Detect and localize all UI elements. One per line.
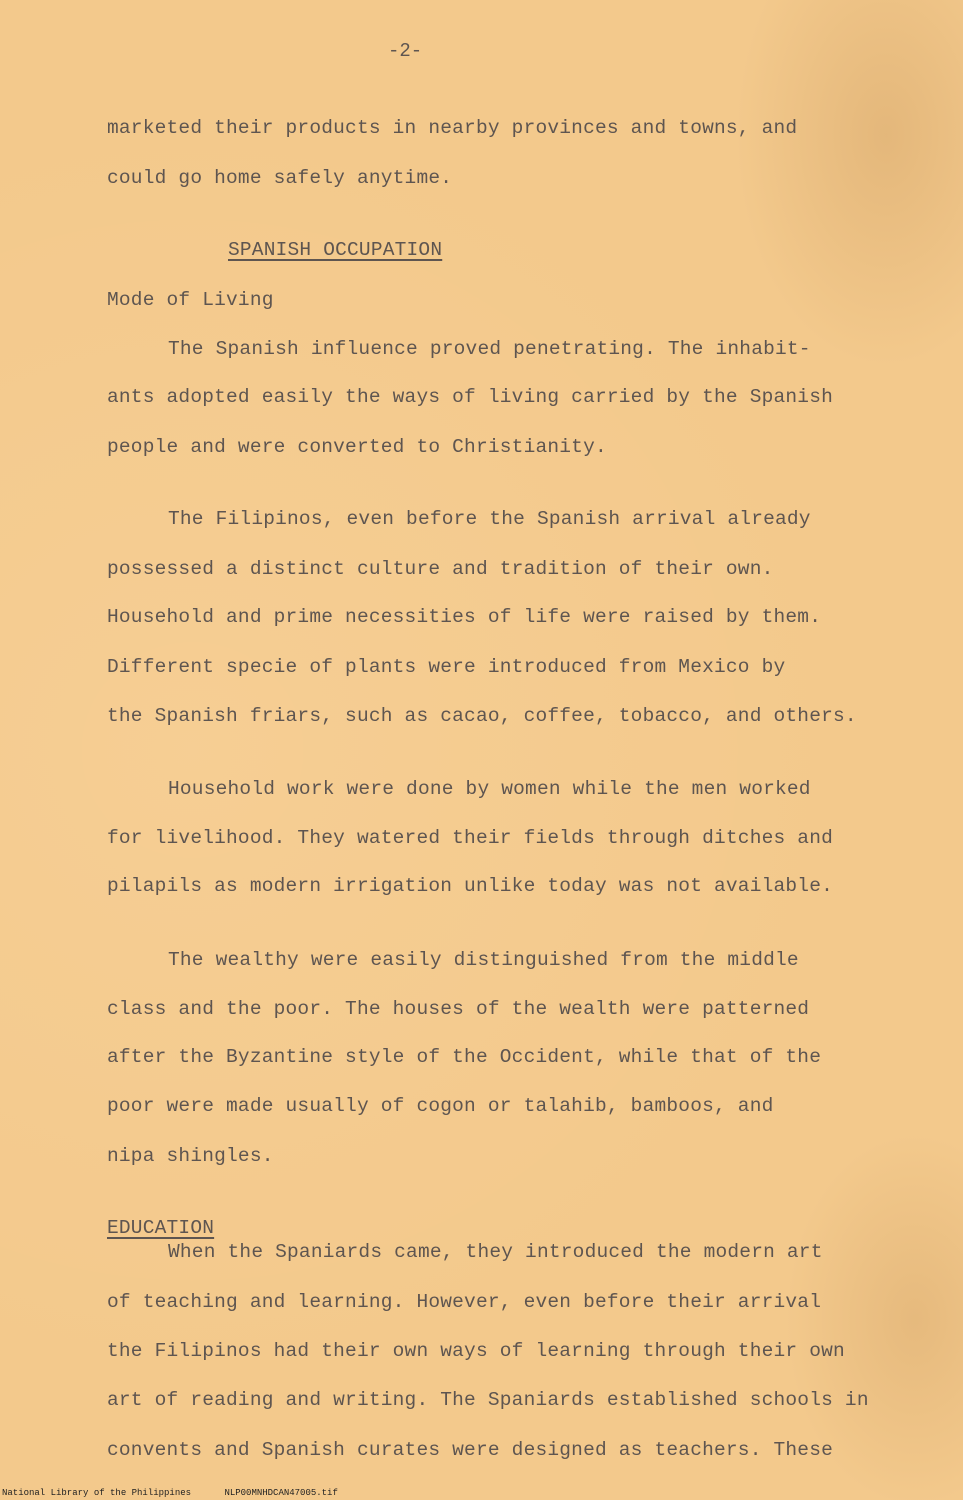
section-heading: SPANISH OCCUPATION bbox=[228, 239, 443, 261]
text-line: the Filipinos had their own ways of learning through their own bbox=[107, 1340, 845, 1362]
text-line: convents and Spanish curates were designed as teachers. These bbox=[107, 1439, 834, 1461]
subheading: Mode of Living bbox=[107, 289, 274, 311]
page-number: -2- bbox=[388, 40, 423, 62]
footer-file-id: NLP00MNHDCAN47005.tif bbox=[224, 1488, 338, 1498]
text-line: Household work were done by women while the men worked bbox=[168, 778, 811, 800]
text-line: could go home safely anytime. bbox=[107, 167, 453, 189]
text-line: art of reading and writing. The Spaniards established schools in bbox=[107, 1389, 869, 1411]
text-line: The wealthy were easily distinguished from the middle bbox=[168, 949, 799, 971]
text-line: possessed a distinct culture and tradition of their own. bbox=[107, 558, 774, 580]
text-line: nipa shingles. bbox=[107, 1145, 274, 1167]
text-line: of teaching and learning. However, even before their arrival bbox=[107, 1291, 822, 1313]
text-line: the Spanish friars, such as cacao, coffee, tobacco, and others. bbox=[107, 705, 857, 727]
education-heading: EDUCATION bbox=[107, 1217, 215, 1239]
text-line: When the Spaniards came, they introduced the modern art bbox=[168, 1241, 823, 1263]
text-line: for livelihood. They watered their fields through ditches and bbox=[107, 827, 834, 849]
footer-source: National Library of the Philippines bbox=[2, 1488, 192, 1498]
text-line: after the Byzantine style of the Occident, while that of the bbox=[107, 1046, 822, 1068]
text-line: Different specie of plants were introduced from Mexico by bbox=[107, 656, 786, 678]
text-line: people and were converted to Christianity. bbox=[107, 436, 607, 458]
text-line: The Filipinos, even before the Spanish arrival already bbox=[168, 508, 811, 530]
text-line: poor were made usually of cogon or talahib, bamboos, and bbox=[107, 1095, 774, 1117]
text-line: Household and prime necessities of life were raised by them. bbox=[107, 606, 822, 628]
scan-footer bbox=[2, 1488, 366, 1499]
text-line: class and the poor. The houses of the wealth were patterned bbox=[107, 998, 810, 1020]
text-line: ants adopted easily the ways of living carried by the Spanish bbox=[107, 386, 834, 408]
text-line: The Spanish influence proved penetrating. The inhabit- bbox=[168, 338, 811, 360]
text-line: marketed their products in nearby provinces and towns, and bbox=[107, 117, 798, 139]
text-line: pilapils as modern irrigation unlike today was not available. bbox=[107, 875, 834, 897]
